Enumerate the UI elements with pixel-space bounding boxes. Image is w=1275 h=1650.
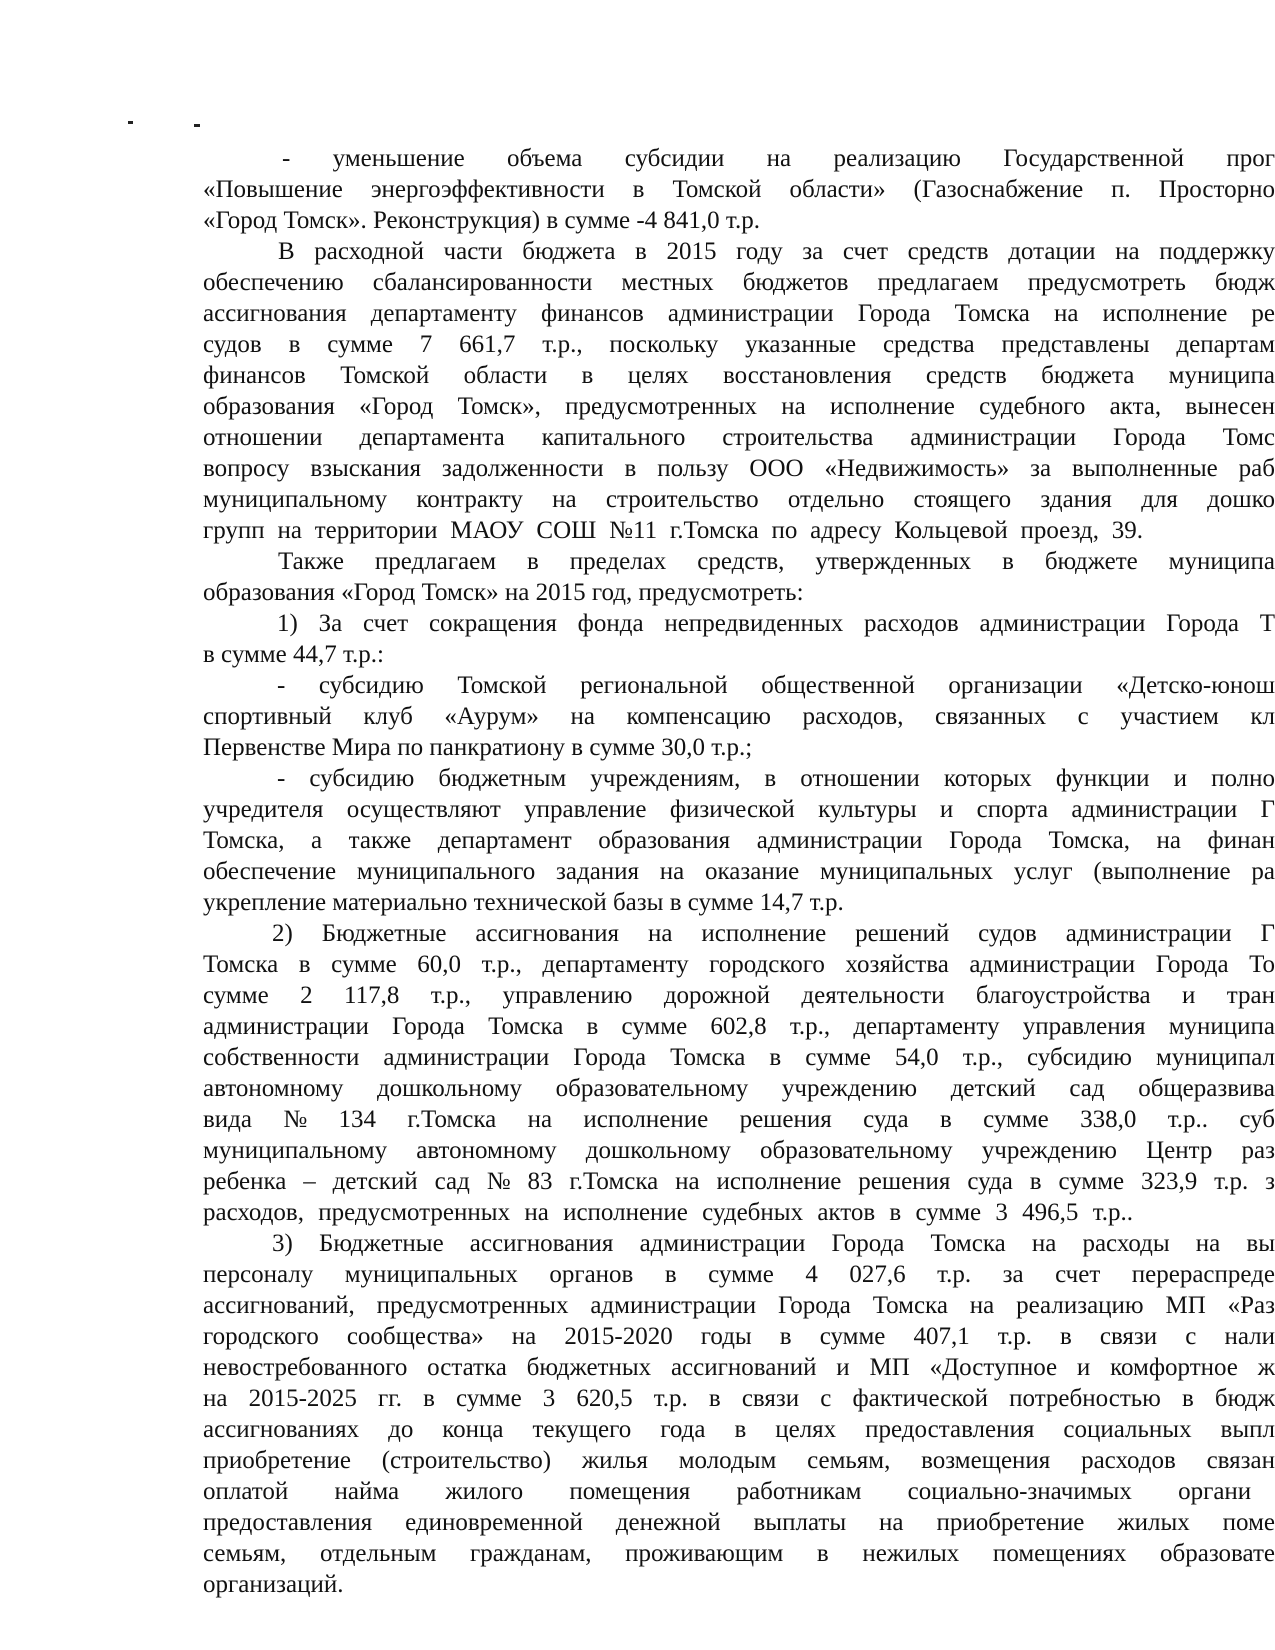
text-line: судов в сумме 7 661,7 т.р., поскольку указанные средства представлены департам [203,331,1275,358]
text-line: невостребованного остатка бюджетных ассигнований и МП «Доступное и комфортное ж [203,1354,1275,1381]
text-line: отношении департамента капитального строительства администрации Города Томс [203,424,1275,451]
text-line: учредителя осуществляют управление физической культуры и спорта администрации Г [203,796,1275,823]
text-line: В расходной части бюджета в 2015 году за счет средств дотации на поддержку [278,238,1275,265]
text-line: ребенка – детский сад № 83 г.Томска на исполнение решения суда в сумме 323,9 т.р. з [203,1168,1275,1195]
text-line: администрации Города Томска в сумме 602,8 т.р., департаменту управления муниципа [203,1013,1275,1040]
text-line: образования «Город Томск» на 2015 год, предусмотреть: [203,579,804,606]
text-line: групп на территории МАОУ СОШ №11 г.Томска по адресу Кольцевой проезд, 39. [203,517,1143,544]
text-line: семьям, отдельным гражданам, проживающим в нежилых помещениях образовате [203,1540,1275,1567]
scan-speck [128,121,133,124]
text-line: финансов Томской области в целях восстановления средств бюджета муниципа [203,362,1275,389]
text-line: - субсидию Томской региональной общественной организации «Детско-юнош [277,672,1275,699]
text-line: предоставления единовременной денежной выплаты на приобретение жилых поме [203,1509,1275,1536]
text-line: «Повышение энергоэффективности в Томской области» (Газоснабжение п. Просторно [203,176,1275,203]
text-line: расходов, предусмотренных на исполнение судебных актов в сумме 3 496,5 т.р.. [203,1199,1133,1226]
text-line: - субсидию бюджетным учреждениям, в отношении которых функции и полно [277,765,1275,792]
text-line: обеспечение муниципального задания на оказание муниципальных услуг (выполнение ра [203,858,1275,885]
text-line: собственности администрации Города Томска в сумме 54,0 т.р., субсидию муниципал [203,1044,1275,1071]
text-line: Также предлагаем в пределах средств, утвержденных в бюджете муниципа [278,548,1275,575]
text-line: сумме 2 117,8 т.р., управлению дорожной деятельности благоустройства и тран [203,982,1275,1009]
text-line: городского сообщества» на 2015-2020 годы в сумме 407,1 т.р. в связи с нали [203,1323,1275,1350]
text-line: ассигнований, предусмотренных администрации Города Томска на реализацию МП «Раз [203,1292,1275,1319]
text-line: персоналу муниципальных органов в сумме 4 027,6 т.р. за счет перераспреде [203,1261,1275,1288]
text-line: 2) Бюджетные ассигнования на исполнение решений судов администрации Г [272,920,1275,947]
text-line: Томска в сумме 60,0 т.р., департаменту городского хозяйства администрации Города То [203,951,1275,978]
text-line: муниципальному автономному дошкольному образовательному учреждению Центр раз [203,1137,1275,1164]
text-line: спортивный клуб «Аурум» на компенсацию расходов, связанных с участием кл [203,703,1275,730]
text-line: вопросу взыскания задолженности в пользу ООО «Недвижимость» за выполненные раб [203,455,1275,482]
text-line: Томска, а также департамент образования администрации Города Томска, на финан [203,827,1275,854]
text-line: организаций. [203,1571,344,1598]
text-line: обеспечению сбалансированности местных бюджетов предлагаем предусмотреть бюдж [203,269,1275,296]
text-line: в сумме 44,7 т.р.: [203,641,384,668]
text-line: укрепление материально технической базы в сумме 14,7 т.р. [203,889,844,916]
text-line: образования «Город Томск», предусмотренных на исполнение судебного акта, вынесен [203,393,1275,420]
text-line: ассигнованиях до конца текущего года в целях предоставления социальных выпл [203,1416,1275,1443]
text-line: 1) За счет сокращения фонда непредвиденных расходов администрации Города Т [277,610,1275,637]
text-line: «Город Томск». Реконструкция) в сумме -4 841,0 т.р. [203,207,760,234]
text-line: муниципальному контракту на строительство отдельно стоящего здания для дошко [203,486,1275,513]
text-line: Первенстве Мира по панкратиону в сумме 30,0 т.р.; [203,734,753,761]
text-line: вида № 134 г.Томска на исполнение решения суда в сумме 338,0 т.р.. суб [203,1106,1275,1133]
text-line: ассигнования департаменту финансов администрации Города Томска на исполнение ре [203,300,1275,327]
text-line: приобретение (строительство) жилья молодым семьям, возмещения расходов связан [203,1447,1275,1474]
text-line: автономному дошкольному образовательному учреждению детский сад общеразвива [203,1075,1275,1102]
scan-speck [194,124,200,127]
text-line: на 2015-2025 гг. в сумме 3 620,5 т.р. в связи с фактической потребностью в бюдж [203,1385,1275,1412]
text-line: оплатой найма жилого помещения работникам социально-значимых органи [203,1478,1252,1505]
text-line: 3) Бюджетные ассигнования администрации Города Томска на расходы на вы [272,1230,1275,1257]
text-line: - уменьшение объема субсидии на реализацию Государственной прог [282,145,1275,172]
